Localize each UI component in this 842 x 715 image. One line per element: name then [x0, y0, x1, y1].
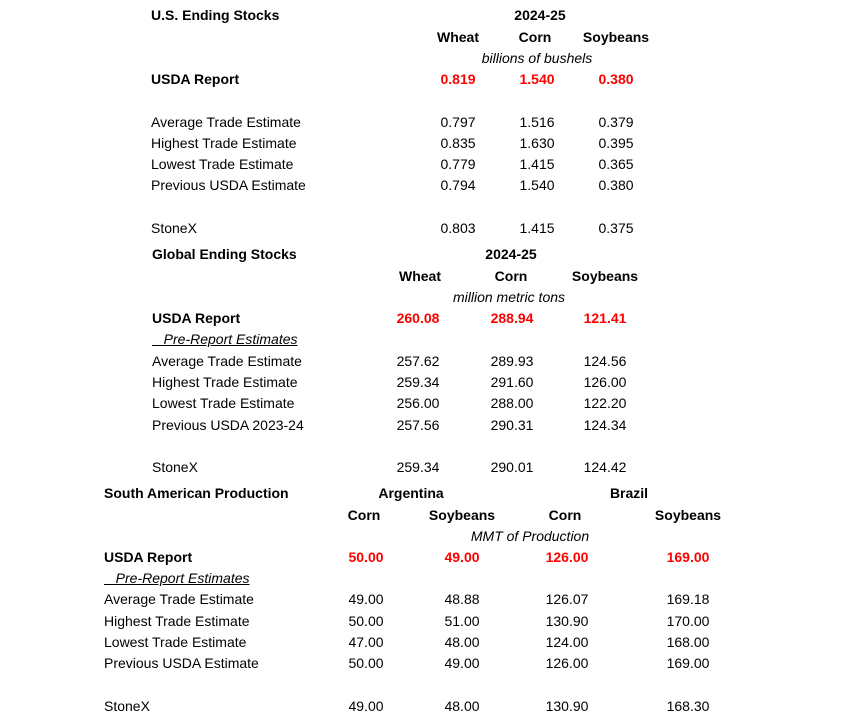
cell-value: 48.00: [444, 634, 480, 650]
cell-value: 0.797: [440, 114, 476, 130]
column-header-argentina-soybeans: Soybeans: [428, 507, 496, 523]
cell-value: 0.835: [440, 135, 476, 151]
group-header-argentina: Argentina: [378, 485, 444, 501]
cell-value: 0.395: [598, 135, 634, 151]
row-label: Previous USDA 2023-24: [152, 417, 304, 433]
group-header-brazil: Brazil: [609, 485, 649, 501]
cell-value: 48.88: [444, 591, 480, 607]
cell-value: 290.31: [490, 417, 534, 433]
row-label: StoneX: [151, 220, 197, 236]
cell-value: 259.34: [396, 374, 440, 390]
column-header-brazil-soybeans: Soybeans: [654, 507, 722, 523]
cell-value: 168.00: [666, 634, 710, 650]
usda-value-wheat: 0.819: [440, 71, 476, 87]
row-label: Lowest Trade Estimate: [151, 156, 294, 172]
cell-value: 124.42: [583, 459, 627, 475]
cell-value: 49.00: [348, 698, 384, 714]
cell-value: 124.56: [583, 353, 627, 369]
units-label: million metric tons: [452, 289, 566, 305]
cell-value: 257.62: [396, 353, 440, 369]
cell-value: 50.00: [348, 655, 384, 671]
cell-value: 124.34: [583, 417, 627, 433]
section-title: Global Ending Stocks: [152, 246, 297, 262]
usda-value-argentina-corn: 50.00: [348, 549, 384, 565]
units-label: MMT of Production: [470, 528, 590, 544]
cell-value: 126.00: [583, 374, 627, 390]
cell-value: 49.00: [348, 591, 384, 607]
pre-report-estimates-label: Pre-Report Estimates: [163, 331, 298, 347]
row-label: Previous USDA Estimate: [151, 177, 306, 193]
cell-value: 1.415: [519, 156, 555, 172]
cell-value: 1.540: [519, 177, 555, 193]
usda-value-brazil-soybeans: 169.00: [666, 549, 710, 565]
column-header-soybeans: Soybeans: [571, 268, 639, 284]
usda-value-argentina-soybeans: 49.00: [444, 549, 480, 565]
usda-report-label: USDA Report: [151, 71, 240, 87]
cell-value: 256.00: [396, 395, 440, 411]
cell-value: 130.90: [545, 613, 589, 629]
usda-value-soybeans: 0.380: [598, 71, 634, 87]
cell-value: 289.93: [490, 353, 534, 369]
section-title: U.S. Ending Stocks: [151, 7, 280, 23]
row-label: Lowest Trade Estimate: [152, 395, 295, 411]
cell-value: 126.07: [545, 591, 589, 607]
cell-value: 0.794: [440, 177, 476, 193]
row-label: StoneX: [152, 459, 198, 475]
column-header-soybeans: Soybeans: [582, 29, 650, 45]
row-label: Average Trade Estimate: [104, 591, 254, 607]
pre-report-estimates-label: Pre-Report Estimates: [115, 570, 250, 586]
cell-value: 0.803: [440, 220, 476, 236]
column-header-corn: Corn: [494, 268, 528, 284]
cell-value: 1.415: [519, 220, 555, 236]
cell-value: 0.375: [598, 220, 634, 236]
cell-value: 50.00: [348, 613, 384, 629]
usda-report-label: USDA Report: [104, 549, 193, 565]
usda-value-corn: 288.94: [490, 310, 534, 326]
cell-value: 288.00: [490, 395, 534, 411]
cell-value: 0.365: [598, 156, 634, 172]
cell-value: 49.00: [444, 655, 480, 671]
row-label: Average Trade Estimate: [151, 114, 301, 130]
cell-value: 259.34: [396, 459, 440, 475]
column-header-brazil-corn: Corn: [548, 507, 582, 523]
cell-value: 0.779: [440, 156, 476, 172]
cell-value: 168.30: [666, 698, 710, 714]
cell-value: 169.00: [666, 655, 710, 671]
row-label: Lowest Trade Estimate: [104, 634, 247, 650]
row-label: Highest Trade Estimate: [152, 374, 298, 390]
row-label: Highest Trade Estimate: [151, 135, 297, 151]
cell-value: 47.00: [348, 634, 384, 650]
cell-value: 126.00: [545, 655, 589, 671]
cell-value: 170.00: [666, 613, 710, 629]
cell-value: 1.516: [519, 114, 555, 130]
cell-value: 291.60: [490, 374, 534, 390]
row-label: StoneX: [104, 698, 150, 714]
column-header-wheat: Wheat: [437, 29, 479, 45]
cell-value: 169.18: [666, 591, 710, 607]
units-label: billions of bushels: [481, 50, 593, 66]
row-label: Average Trade Estimate: [152, 353, 302, 369]
column-header-corn: Corn: [518, 29, 552, 45]
cell-value: 0.379: [598, 114, 634, 130]
column-header-wheat: Wheat: [399, 268, 441, 284]
period-label: 2024-25: [485, 246, 537, 262]
usda-report-label: USDA Report: [152, 310, 241, 326]
cell-value: 290.01: [490, 459, 534, 475]
cell-value: 130.90: [545, 698, 589, 714]
row-label: Previous USDA Estimate: [104, 655, 259, 671]
cell-value: 257.56: [396, 417, 440, 433]
cell-value: 124.00: [545, 634, 589, 650]
usda-value-brazil-corn: 126.00: [545, 549, 589, 565]
usda-value-corn: 1.540: [519, 71, 555, 87]
usda-value-wheat: 260.08: [396, 310, 440, 326]
period-label: 2024-25: [514, 7, 566, 23]
cell-value: 48.00: [444, 698, 480, 714]
column-header-argentina-corn: Corn: [347, 507, 381, 523]
section-title: South American Production: [104, 485, 289, 501]
usda-value-soybeans: 121.41: [583, 310, 627, 326]
cell-value: 122.20: [583, 395, 627, 411]
row-label: Highest Trade Estimate: [104, 613, 250, 629]
cell-value: 1.630: [519, 135, 555, 151]
cell-value: 51.00: [444, 613, 480, 629]
cell-value: 0.380: [598, 177, 634, 193]
